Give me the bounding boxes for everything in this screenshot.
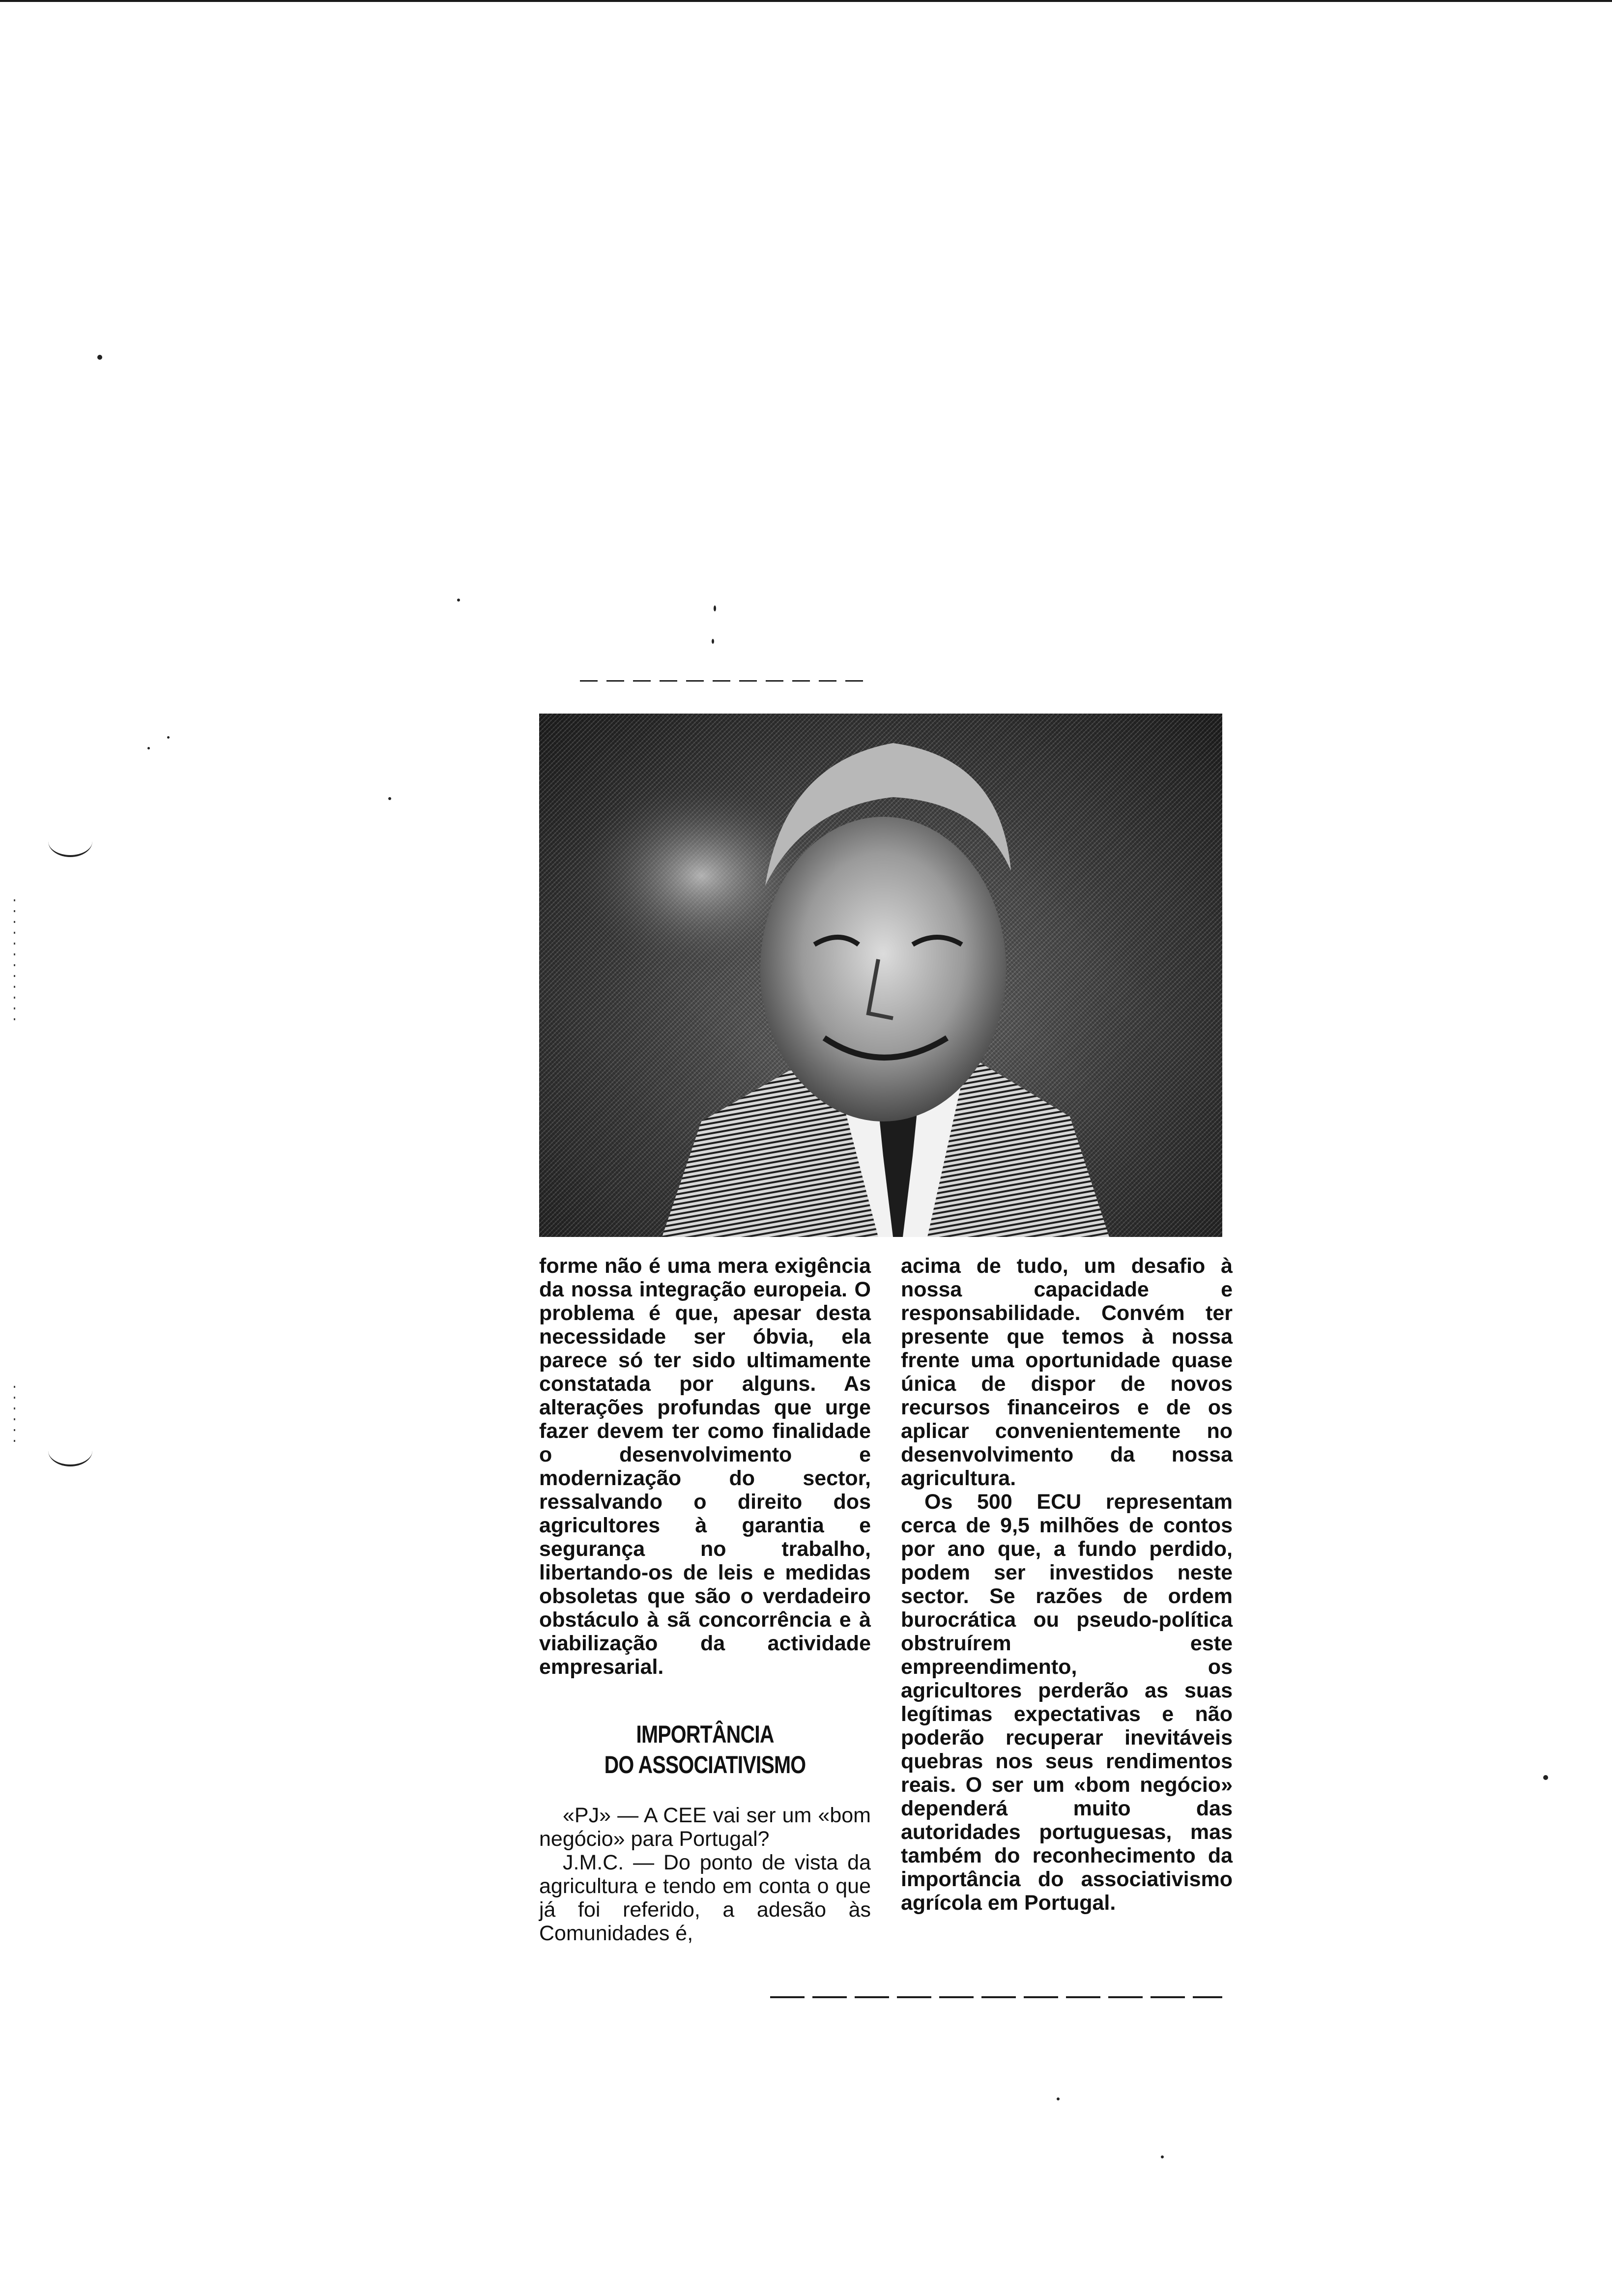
section-heading-line: IMPORTÂNCIA bbox=[636, 1721, 774, 1748]
article-column-right bbox=[901, 1254, 1233, 1915]
scan-dash-line bbox=[580, 680, 865, 682]
scan-dot-column bbox=[14, 1386, 15, 1445]
scan-border-top bbox=[0, 0, 1612, 2]
scan-speck bbox=[1057, 2097, 1060, 2100]
article-paragraph: Os 500 ECU representam cerca de 9,5 milhões de contos por ano que, a fundo perdido, podem ser investidos neste sector. Se razões de ordem burocrática ou pseudo-política obstruírem este empreendimento, os agricultores perderão as suas legítimas expectativas e não poderão recuperar inevitáveis quebras nos seus rendimentos reais. O ser um «bom negócio» dependerá muito das autoridades portuguesas, mas também do reconhecimento da importância do associativismo agrícola em Portugal. bbox=[901, 1490, 1233, 1915]
scan-speck bbox=[1543, 1775, 1548, 1780]
interview-answer: J.M.C. — Do ponto de vista da agricultura e tendo em conta o que já foi referido, a adesão às Comunidades é, bbox=[539, 1851, 871, 1945]
scan-speck bbox=[388, 797, 391, 800]
article-paragraph: acima de tudo, um desafio à nossa capacidade e responsabilidade. Convém ter presente que temos à nossa frente uma oportunidade quase única de dispor de novos recursos financeiros e de os aplicar convenientemente no desenvolvimento da nossa agricultura. bbox=[901, 1254, 1233, 1490]
scan-speck bbox=[167, 736, 170, 739]
clipping-bottom-rule bbox=[770, 1996, 1222, 1998]
section-heading bbox=[569, 1719, 841, 1780]
section-heading-line: DO ASSOCIATIVISMO bbox=[604, 1751, 806, 1779]
portrait-photo bbox=[539, 714, 1222, 1237]
scan-speck bbox=[97, 355, 102, 360]
scan-speck bbox=[712, 639, 714, 644]
scan-dot-column bbox=[14, 899, 15, 1027]
interview-question: «PJ» — A CEE vai ser um «bom negócio» para Portugal? bbox=[539, 1804, 871, 1851]
newspaper-clipping bbox=[539, 714, 1233, 2006]
article-column-left bbox=[539, 1254, 871, 1945]
scan-speck bbox=[1161, 2155, 1164, 2158]
scan-curve-mark bbox=[48, 826, 92, 857]
scan-speck bbox=[714, 605, 716, 611]
scan-curve-mark bbox=[48, 1435, 92, 1466]
scan-speck bbox=[147, 747, 150, 749]
scan-speck bbox=[457, 599, 460, 602]
article-paragraph: forme não é uma mera exigência da nossa integração europeia. O problema é que, apesar desta necessidade ser óbvia, ela parece só ter sido ultimamente constatada por alguns. As alterações profundas que urge fazer devem ter como finalidade o desenvolvimento e modernização do sector, ressalvando o direito dos agricultores à garantia e segurança no trabalho, libertando-os de leis e medidas obsoletas que são o verdadeiro obstáculo à sã concorrência e à viabilização da actividade empresarial. bbox=[539, 1254, 871, 1679]
